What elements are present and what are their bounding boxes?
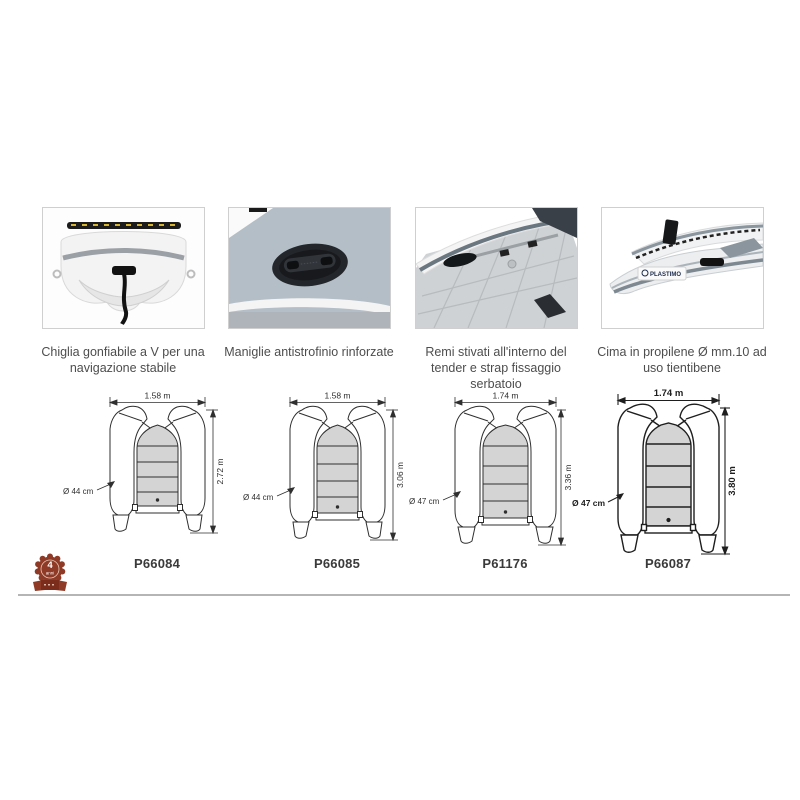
diameter-label: Ø 47 cm [572, 498, 606, 508]
boat-top-view [290, 406, 385, 538]
boat-floor [317, 425, 358, 513]
product-code-p66087: P66087 [644, 556, 692, 571]
bow-handle [112, 266, 136, 275]
diameter-label: Ø 47 cm [409, 497, 440, 506]
boat-floor [137, 425, 178, 506]
product-code-p61176: P61176 [482, 556, 528, 571]
hull-logo-plate [638, 267, 686, 280]
transom [482, 518, 529, 525]
side-handle [700, 258, 724, 266]
feature-caption-1: Chiglia gonfiabile a V per una navigazione stabile [41, 345, 205, 375]
warranty-badge-icon [30, 552, 70, 596]
dimension-diagram-p66087 [571, 384, 739, 569]
boat-top-view [110, 406, 205, 531]
dimension-diagram-p66085 [240, 386, 408, 556]
feature-caption-4: Cima in propilene Ø mm.10 ad uso tientibene [597, 345, 767, 375]
feature-caption-2: Maniglie antistrofinio rinforzate [224, 345, 394, 359]
tube-diameter-callout [63, 481, 115, 496]
width-label: 1.74 m [653, 388, 684, 399]
boat-top-view [618, 404, 719, 552]
length-label: 3.80 m [727, 466, 738, 496]
boat-floor [646, 423, 691, 526]
dimension-diagram-p61176 [408, 386, 576, 561]
length-label: 3.36 m [563, 464, 573, 491]
transom [645, 526, 692, 533]
dimension-diagram-p66084 [60, 386, 228, 549]
side-view-photo-illustration [602, 208, 763, 328]
product-code-p66085: P66085 [313, 556, 361, 571]
feature-photo-rope [601, 207, 764, 329]
diameter-label: Ø 44 cm [63, 487, 94, 496]
handle-photo-illustration [229, 208, 390, 328]
hull-logo-text: PLASTIMO [650, 272, 681, 278]
feature-photo-keel [42, 207, 205, 329]
product-code-p66084: P66084 [133, 556, 181, 571]
feature-photo-handle [228, 207, 391, 329]
tube-diameter-callout [243, 487, 295, 502]
warranty-years: 4 [47, 560, 53, 571]
warranty-label: anni [45, 570, 55, 576]
feature-photo-oars [415, 207, 578, 329]
tube-diameter-callout [572, 493, 624, 508]
transom [316, 513, 359, 520]
keel-photo-illustration [43, 208, 204, 328]
length-label: 2.72 m [215, 458, 225, 485]
width-label: 1.58 m [144, 390, 171, 401]
length-label: 3.06 m [395, 462, 405, 488]
diameter-label: Ø 44 cm [243, 493, 274, 502]
transom [136, 506, 179, 513]
oars-photo-illustration [416, 208, 577, 328]
tube-diameter-callout [409, 491, 461, 506]
boat-top-view [455, 406, 556, 543]
width-label: 1.58 m [324, 390, 351, 401]
width-label: 1.74 m [492, 390, 519, 401]
boat-floor [483, 425, 528, 518]
feature-caption-3: Remi stivati all'interno del tender e strap fissaggio serbatoio [425, 345, 567, 391]
bottom-divider [18, 594, 790, 596]
